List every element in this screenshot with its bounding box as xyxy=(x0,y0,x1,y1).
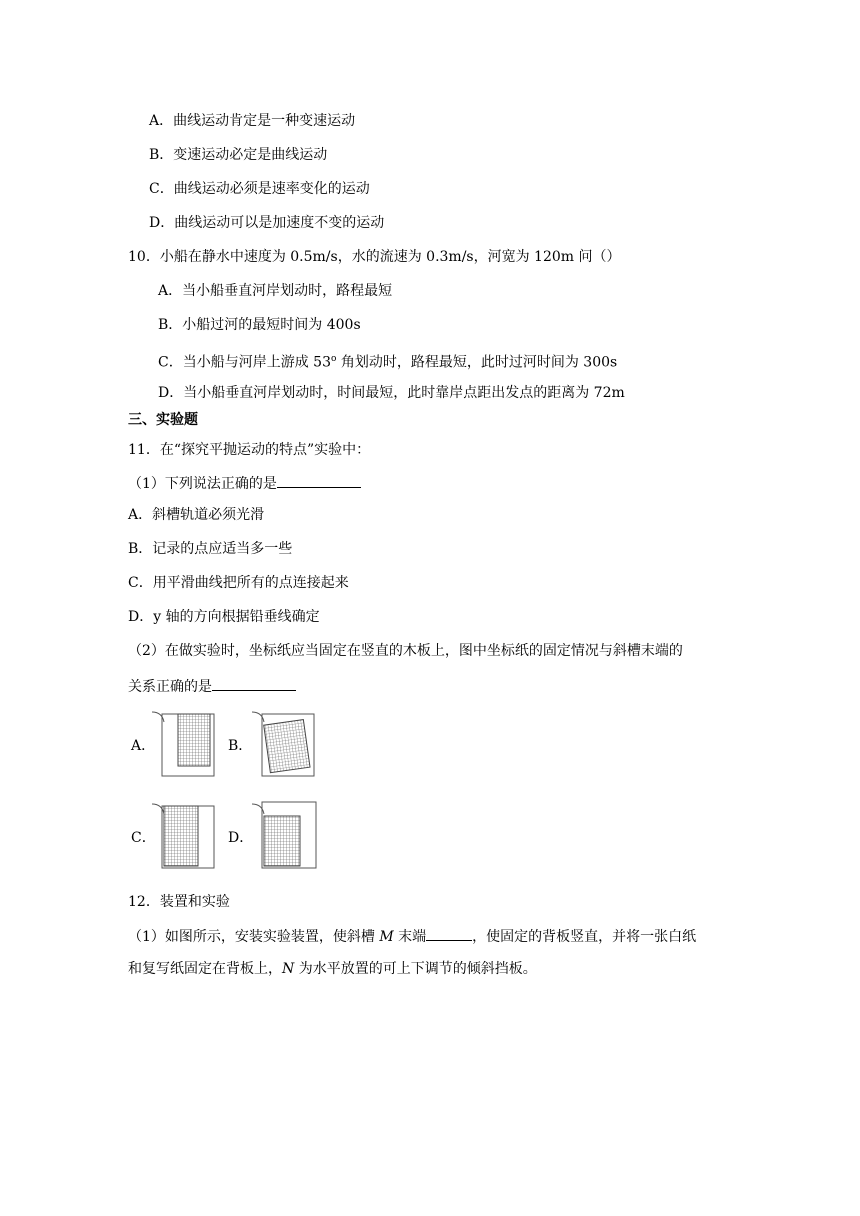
q12-text-b: 末端 xyxy=(393,929,427,945)
q9-option-a: A．曲线运动肯定是一种变速运动 xyxy=(149,113,356,129)
q12-stem: 12．装置和实验 xyxy=(128,894,230,910)
q12-text-d: 和复写纸固定在背板上， xyxy=(128,961,282,977)
q10-option-b: B．小船过河的最短时间为 400s xyxy=(158,317,361,333)
figure-c xyxy=(150,802,220,872)
q11-part1 xyxy=(128,472,361,494)
figure-label-a: A． xyxy=(131,738,156,754)
q11-option-b: B．记录的点应适当多一些 xyxy=(128,541,293,557)
q10-option-c-text: C．当小船与河岸上游成 53 xyxy=(158,354,331,371)
answer-blank xyxy=(426,925,472,941)
q10-option-c xyxy=(158,349,617,373)
q10-option-d: D．当小船垂直河岸划动时，时间最短，此时靠岸点距出发点的距离为 72m xyxy=(158,385,625,401)
figure-a xyxy=(150,710,220,780)
grid-paper xyxy=(164,806,198,866)
answer-blank xyxy=(277,472,361,488)
q11-option-c: C．用平滑曲线把所有的点连接起来 xyxy=(128,575,349,591)
q12-text-a: （1）如图所示，安装实验装置，使斜槽 xyxy=(128,929,380,945)
figure-label-d: D． xyxy=(228,830,254,846)
grid-paper xyxy=(264,816,300,866)
section-title: 三、实验题 xyxy=(128,412,198,428)
q11-stem: 11．在“探究平抛运动的特点”实验中： xyxy=(128,442,371,458)
degree-mark: o xyxy=(330,354,337,364)
figure-label-b: B． xyxy=(228,738,253,754)
q11-option-d: D．y 轴的方向根据铅垂线确定 xyxy=(128,609,320,625)
q9-option-d: D．曲线运动可以是加速度不变的运动 xyxy=(149,215,385,231)
q9-option-b: B．变速运动必定是曲线运动 xyxy=(149,147,328,163)
q11-part2-line1: （2）在做实验时，坐标纸应当固定在竖直的木板上，图中坐标纸的固定情况与斜槽末端的 xyxy=(128,643,683,659)
grid-paper xyxy=(264,720,310,773)
symbol-m: M xyxy=(379,929,394,945)
q12-part1-line1 xyxy=(128,925,696,947)
grid-paper xyxy=(178,714,210,766)
figure-b xyxy=(250,710,320,780)
q11-part2-line2 xyxy=(128,675,296,697)
symbol-n: N xyxy=(282,961,295,977)
q9-option-c: C．曲线运动必须是速率变化的运动 xyxy=(149,181,370,197)
q10-option-c-tail: 角划动时，路程最短，此时过河时间为 300s xyxy=(336,354,618,371)
figure-label-c: C． xyxy=(131,830,156,846)
q11-option-a: A．斜槽轨道必须光滑 xyxy=(128,507,265,523)
q11-part1-text: （1）下列说法正确的是 xyxy=(128,476,277,492)
q12-text-e: 为水平放置的可上下调节的倾斜挡板。 xyxy=(294,961,537,977)
q12-part1-line2 xyxy=(128,959,537,979)
q10-option-a: A．当小船垂直河岸划动时，路程最短 xyxy=(158,283,393,299)
q10-stem: 10．小船在静水中速度为 0.5m/s，水的流速为 0.3m/s，河宽为 120m 问（） xyxy=(128,249,621,265)
q11-part2-line2-text: 关系正确的是 xyxy=(128,679,212,695)
q12-text-c: ，使固定的背板竖直，并将一张白纸 xyxy=(472,929,697,945)
figure-d xyxy=(250,802,320,872)
answer-blank xyxy=(212,675,296,691)
